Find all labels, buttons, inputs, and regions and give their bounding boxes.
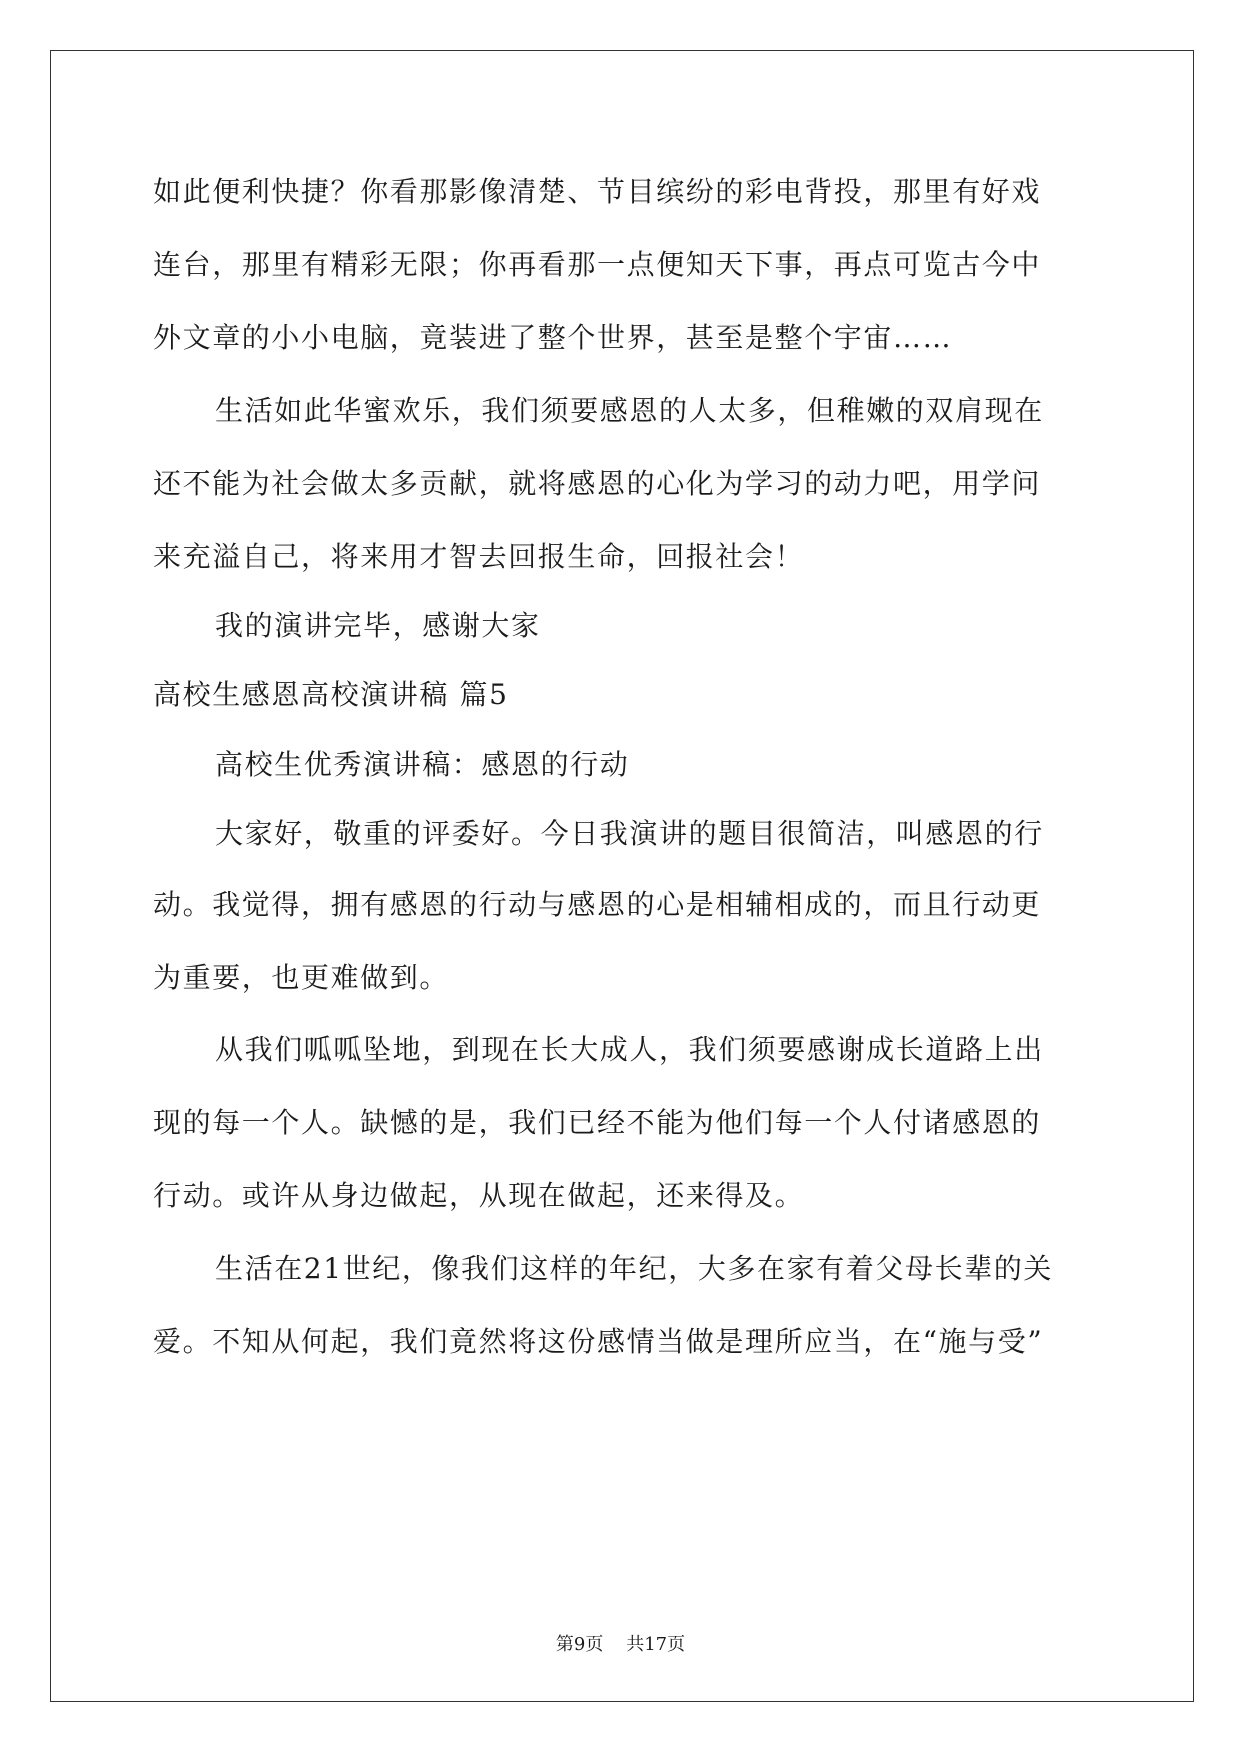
text-line: 行动。或许从身边做起，从现在做起，还来得及。 [153, 1179, 805, 1212]
section-heading: 高校生感恩高校演讲稿 篇5 [153, 678, 509, 711]
text-line: 动。我觉得，拥有感恩的行动与感恩的心是相辅相成的，而且行动更 [153, 888, 1042, 921]
paragraph-start-line: 生活在21世纪，像我们这样的年纪，大多在家有着父母长辈的关 [215, 1252, 1054, 1285]
paragraph-start-line: 生活如此华蜜欢乐，我们须要感恩的人太多，但稚嫩的双肩现在 [215, 394, 1044, 427]
paragraph-start-line: 大家好，敬重的评委好。今日我演讲的题目很简洁，叫感恩的行 [215, 817, 1044, 850]
text-line: 连台，那里有精彩无限；你再看那一点便知天下事，再点可览古今中 [153, 248, 1042, 281]
page-footer [0, 1633, 1241, 1657]
text-line: 爱。不知从何起，我们竟然将这份感情当做是理所应当，在“施与受” [153, 1325, 1044, 1358]
text-line: 外文章的小小电脑，竟装进了整个世界，甚至是整个宇宙…… [153, 321, 953, 354]
page-border [50, 50, 1194, 1702]
page-number: 第9页 共17页 [555, 1634, 686, 1655]
text-line: 如此便利快捷？你看那影像清楚、节目缤纷的彩电背投，那里有好戏 [153, 175, 1042, 208]
text-line: 为重要，也更难做到。 [153, 961, 450, 994]
text-line: 现的每一个人。缺憾的是，我们已经不能为他们每一个人付诸感恩的 [153, 1106, 1042, 1139]
paragraph-start-line: 从我们呱呱坠地，到现在长大成人，我们须要感谢成长道路上出 [215, 1033, 1044, 1066]
paragraph-start-line: 我的演讲完毕，感谢大家 [215, 609, 541, 642]
text-line: 来充溢自己，将来用才智去回报生命，回报社会！ [153, 540, 805, 573]
text-line: 还不能为社会做太多贡献，就将感恩的心化为学习的动力吧，用学问 [153, 467, 1042, 500]
speech-title: 高校生优秀演讲稿：感恩的行动 [215, 748, 630, 781]
